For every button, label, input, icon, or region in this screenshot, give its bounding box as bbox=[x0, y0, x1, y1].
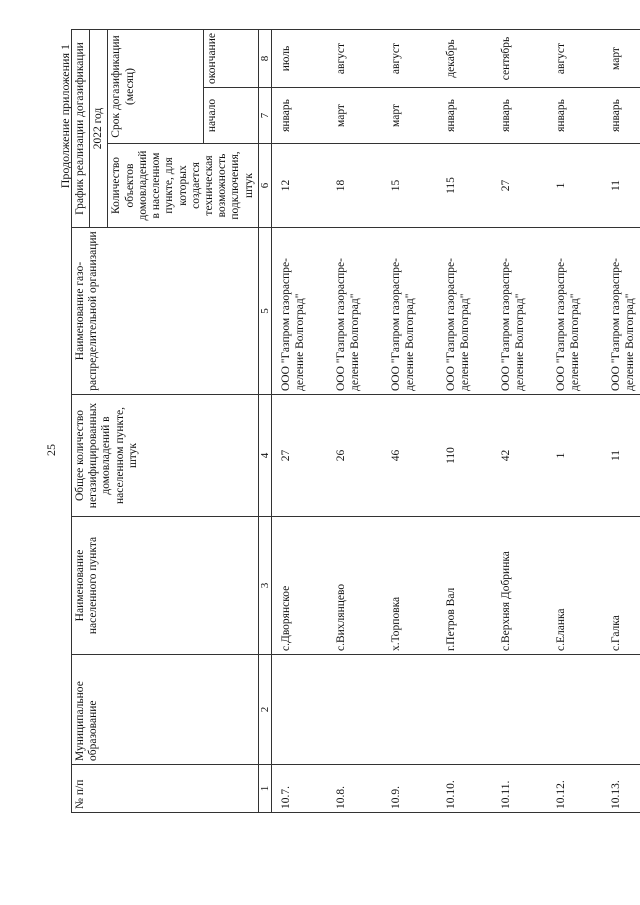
row-org: ООО "Газпром газораспре-деление Волгоград" bbox=[547, 228, 602, 395]
header-total: Общее количество негазифицированных домовладений в населенном пункте, штук bbox=[72, 395, 259, 517]
row-org: ООО "Газпром газораспре-деление Волгоград" bbox=[382, 228, 437, 395]
row-start: март bbox=[327, 88, 382, 144]
row-mo bbox=[437, 655, 492, 765]
row-num: 10.12. bbox=[547, 765, 602, 813]
row-objects: 18 bbox=[327, 144, 382, 228]
row-num: 10.11. bbox=[492, 765, 547, 813]
row-end: август bbox=[327, 30, 382, 88]
row-objects: 115 bbox=[437, 144, 492, 228]
table-row bbox=[382, 30, 437, 813]
row-end: август bbox=[547, 30, 602, 88]
row-start: январь bbox=[602, 88, 640, 144]
header-schedule: График реализации догазификации bbox=[72, 30, 90, 228]
header-objects: Количество объектов домовладений в населенном пункте, для которых создается техническая возможность подключения, штук bbox=[108, 144, 258, 228]
row-end: сентябрь bbox=[492, 30, 547, 88]
row-mo bbox=[602, 655, 640, 765]
row-objects: 1 bbox=[547, 144, 602, 228]
table-row bbox=[327, 30, 382, 813]
row-total: 46 bbox=[382, 395, 437, 517]
header-np: Наименование населенного пункта bbox=[72, 517, 259, 655]
row-num: 10.7. bbox=[272, 765, 328, 813]
table-row bbox=[437, 30, 492, 813]
row-num: 10.13. bbox=[602, 765, 640, 813]
row-mo bbox=[382, 655, 437, 765]
header-term: Срок догазификации (месяц) bbox=[108, 30, 203, 144]
row-end: август bbox=[382, 30, 437, 88]
row-np: с.Еланка bbox=[547, 517, 602, 655]
row-objects: 27 bbox=[492, 144, 547, 228]
continuation-label: Продолжение приложения 1 bbox=[58, 44, 72, 189]
row-np: х.Торповка bbox=[382, 517, 437, 655]
header-end: окончание bbox=[203, 30, 258, 88]
column-number: 7 bbox=[258, 88, 272, 144]
row-np: с.Галка bbox=[602, 517, 640, 655]
row-org: ООО "Газпром газораспре-деление Волгоград" bbox=[272, 228, 328, 395]
row-mo bbox=[547, 655, 602, 765]
row-start: январь bbox=[437, 88, 492, 144]
row-num: 10.10. bbox=[437, 765, 492, 813]
row-np: с.Дворянское bbox=[272, 517, 328, 655]
header-org: Наименование газо-распределительной организации bbox=[72, 228, 259, 395]
column-number: 1 bbox=[258, 765, 272, 813]
row-total: 26 bbox=[327, 395, 382, 517]
row-total: 1 bbox=[547, 395, 602, 517]
column-number: 4 bbox=[258, 395, 272, 517]
row-np: г.Петров Вал bbox=[437, 517, 492, 655]
column-numbers-row bbox=[258, 30, 272, 813]
row-org: ООО "Газпром газораспре-деление Волгоград" bbox=[437, 228, 492, 395]
row-end: март bbox=[602, 30, 640, 88]
row-objects: 12 bbox=[272, 144, 328, 228]
column-number: 8 bbox=[258, 30, 272, 88]
row-org: ООО "Газпром газораспре-деление Волгоград" bbox=[602, 228, 640, 395]
row-end: июль bbox=[272, 30, 328, 88]
row-org: ООО "Газпром газораспре-деление Волгоград" bbox=[327, 228, 382, 395]
row-start: январь bbox=[272, 88, 328, 144]
row-end: декабрь bbox=[437, 30, 492, 88]
row-np: с.Вихлянцево bbox=[327, 517, 382, 655]
header-year: 2022 год bbox=[90, 30, 108, 228]
page-number: 25 bbox=[44, 444, 58, 456]
row-mo bbox=[327, 655, 382, 765]
column-number: 5 bbox=[258, 228, 272, 395]
column-number: 2 bbox=[258, 655, 272, 765]
row-num: 10.9. bbox=[382, 765, 437, 813]
header-start: начало bbox=[203, 88, 258, 144]
header-num: № п/п bbox=[72, 765, 259, 813]
row-org: ООО "Газпром газораспре-деление Волгоград" bbox=[492, 228, 547, 395]
row-mo bbox=[492, 655, 547, 765]
table-row bbox=[272, 30, 328, 813]
row-start: январь bbox=[492, 88, 547, 144]
column-number: 6 bbox=[258, 144, 272, 228]
table-row bbox=[602, 30, 640, 813]
row-start: январь bbox=[547, 88, 602, 144]
row-num: 10.8. bbox=[327, 765, 382, 813]
row-total: 11 bbox=[602, 395, 640, 517]
row-total: 110 bbox=[437, 395, 492, 517]
header-mo: Муниципальное образование bbox=[72, 655, 259, 765]
gasification-table bbox=[71, 29, 640, 813]
row-total: 27 bbox=[272, 395, 328, 517]
row-mo bbox=[272, 655, 328, 765]
row-np: с.Верхняя Добринка bbox=[492, 517, 547, 655]
row-total: 42 bbox=[492, 395, 547, 517]
table-row bbox=[547, 30, 602, 813]
row-objects: 15 bbox=[382, 144, 437, 228]
table-row bbox=[492, 30, 547, 813]
row-objects: 11 bbox=[602, 144, 640, 228]
row-start: март bbox=[382, 88, 437, 144]
column-number: 3 bbox=[258, 517, 272, 655]
